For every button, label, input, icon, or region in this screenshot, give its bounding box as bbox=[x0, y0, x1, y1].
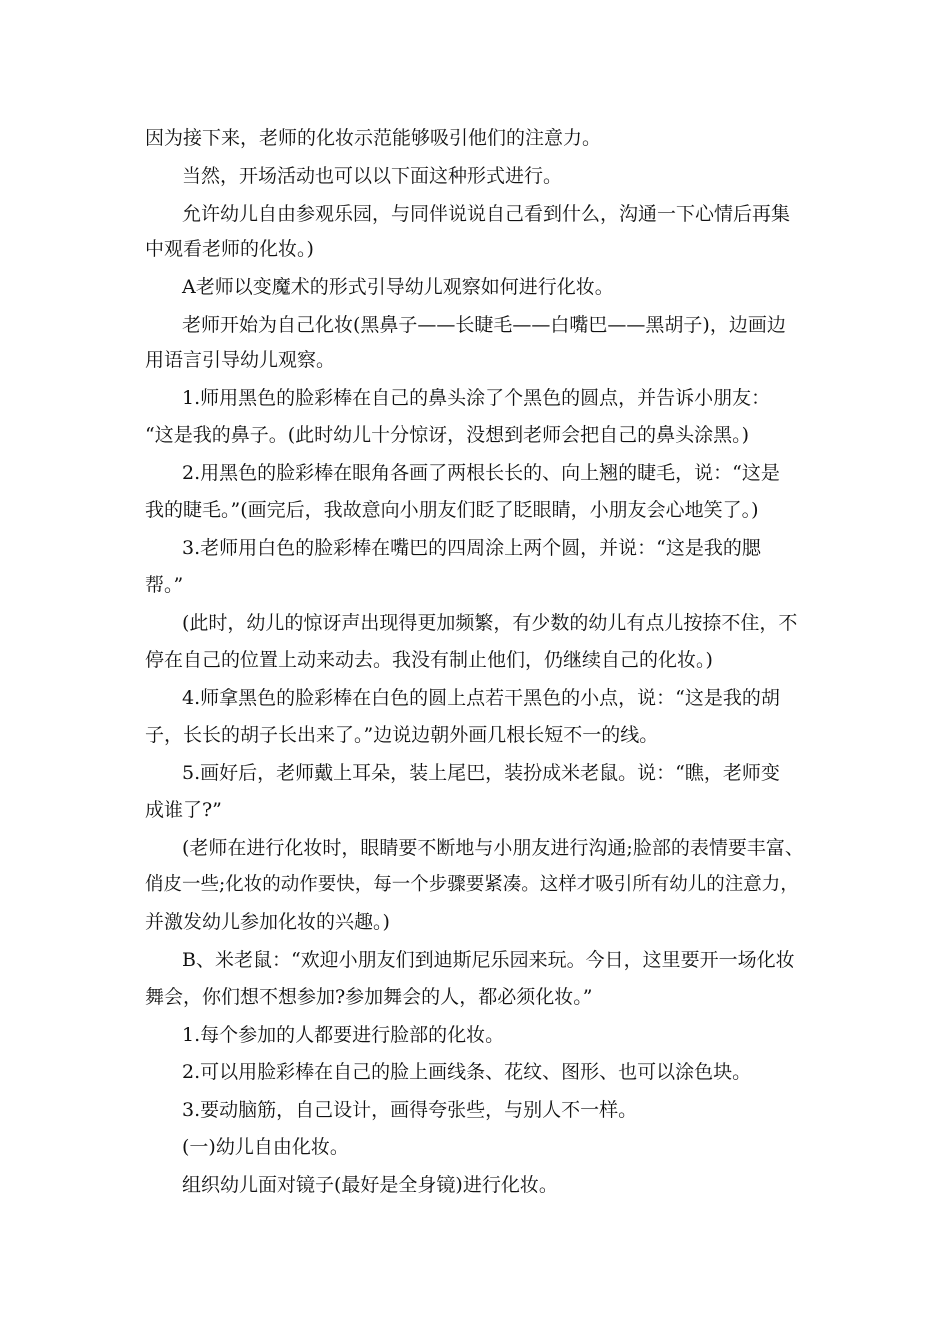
text-line-20: (老师在进行化妆时，眼睛要不断地与小朋友进行沟通;脸部的表情要丰富、 bbox=[182, 837, 804, 859]
text-line-6: 老师开始为自己化妆(黑鼻子——长睫毛——白嘴巴——黑胡子)，边画边 bbox=[182, 314, 786, 336]
text-line-22: 并激发幼儿参加化妆的兴趣。) bbox=[145, 911, 390, 933]
text-line-12: 3.老师用白色的脸彩棒在嘴巴的四周涂上两个圆，并说：“这是我的腮 bbox=[182, 537, 761, 559]
text-line-21: 俏皮一些;化妆的动作要快，每一个步骤要紧凑。这样才吸引所有幼儿的注意力， bbox=[145, 874, 799, 895]
text-line-5: A老师以变魔术的形式引导幼儿观察如何进行化妆。 bbox=[182, 276, 614, 298]
text-line-18: 5.画好后，老师戴上耳朵，装上尾巴，装扮成米老鼠。说：“瞧，老师变 bbox=[182, 762, 780, 784]
text-line-8: 1.师用黑色的脸彩棒在自己的鼻头涂了个黑色的圆点，并告诉小朋友： bbox=[182, 387, 771, 409]
text-line-24: 舞会，你们想不想参加?参加舞会的人，都必须化妆。” bbox=[145, 986, 593, 1008]
text-line-27: 3.要动脑筋，自己设计，画得夸张些，与别人不一样。 bbox=[182, 1099, 638, 1121]
text-line-11: 我的睫毛。”(画完后，我故意向小朋友们眨了眨眼睛，小朋友会心地笑了。) bbox=[145, 499, 759, 521]
text-line-26: 2.可以用脸彩棒在自己的脸上画线条、花纹、图形、也可以涂色块。 bbox=[182, 1061, 752, 1083]
text-line-28: (一)幼儿自由化妆。 bbox=[182, 1136, 349, 1158]
text-line-1: 因为接下来，老师的化妆示范能够吸引他们的注意力。 bbox=[145, 127, 602, 149]
text-line-17: 子，长长的胡子长出来了。”边说边朝外画几根长短不一的线。 bbox=[145, 724, 659, 746]
text-line-10: 2.用黑色的脸彩棒在眼角各画了两根长长的、向上翘的睫毛，说：“这是 bbox=[182, 462, 780, 484]
text-line-15: 停在自己的位置上动来动去。我没有制止他们，仍继续自己的化妆。) bbox=[145, 649, 713, 671]
text-line-4: 中观看老师的化妆。) bbox=[145, 238, 314, 260]
text-line-7: 用语言引导幼儿观察。 bbox=[145, 349, 336, 371]
text-line-2: 当然，开场活动也可以以下面这种形式进行。 bbox=[182, 165, 563, 187]
text-line-19: 成谁了?” bbox=[145, 799, 222, 821]
text-line-14: (此时，幼儿的惊讶声出现得更加频繁，有少数的幼儿有点儿按捺不住，不 bbox=[182, 612, 798, 634]
text-line-13: 帮。” bbox=[145, 574, 184, 596]
text-line-29: 组织幼儿面对镜子(最好是全身镜)进行化妆。 bbox=[182, 1174, 558, 1196]
text-line-9: “这是我的鼻子。(此时幼儿十分惊讶，没想到老师会把自己的鼻头涂黑。) bbox=[145, 424, 750, 446]
text-line-16: 4.师拿黑色的脸彩棒在白色的圆上点若干黑色的小点，说：“这是我的胡 bbox=[182, 687, 780, 709]
text-line-25: 1.每个参加的人都要进行脸部的化妆。 bbox=[182, 1024, 505, 1046]
text-line-3: 允许幼儿自由参观乐园，与同伴说说自己看到什么，沟通一下心情后再集 bbox=[182, 203, 791, 225]
text-line-23: B、米老鼠：“欢迎小朋友们到迪斯尼乐园来玩。今日，这里要开一场化妆 bbox=[182, 949, 795, 971]
